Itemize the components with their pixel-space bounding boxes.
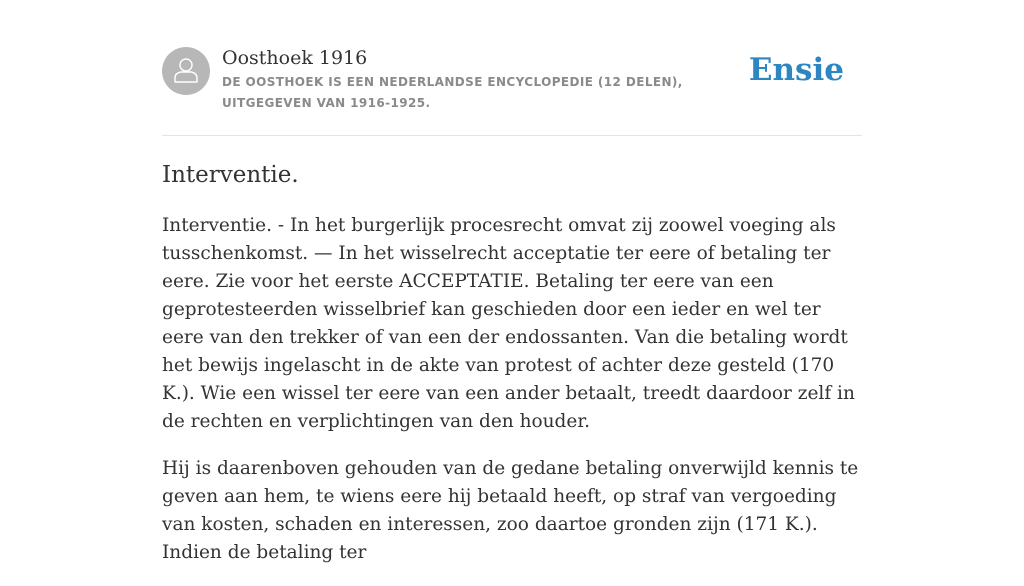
article-paragraph: Hij is daarenboven gehouden van de gedane betaling onverwijld kennis te geven aan hem, te wiens eere hij betaald heeft, op straf van vergoeding van kosten, schaden en interessen, zoo daartoe gronden zijn (171 K.). Indien de betaling ter <box>162 458 859 563</box>
source-name[interactable]: Oosthoek 1916 <box>222 47 368 69</box>
ensie-logo-link[interactable]: Ensie <box>748 52 844 88</box>
user-icon[interactable] <box>162 47 210 95</box>
article-body <box>162 212 862 586</box>
user-icon-graphic <box>162 47 210 95</box>
article-title: Interventie. <box>162 162 299 188</box>
source-header <box>162 46 862 120</box>
article-paragraph: Interventie. - In het burgerlijk procesrecht omvat zij zoowel voeging als tusschenkomst. — In het wisselrecht acceptatie ter eere of betaling ter eere. Zie voor het eerste ACCEPTATIE. Betaling ter eere van een geprotesteerden wisselbrief kan geschieden door een ieder en wel ter eere van den trekker of van een der endossanten. Van die betaling wordt het bewijs ingelascht in de akte van protest of achter deze gesteld (170 K.). Wie een wissel ter eere van een ander betaalt, treedt daardoor zelf in de rechten en verplichtingen van den houder. <box>162 215 855 432</box>
source-description: DE OOSTHOEK IS EEN NEDERLANDSE ENCYCLOPEDIE (12 DELEN), UITGEGEVEN VAN 1916-1925. <box>222 75 683 110</box>
header-divider <box>162 135 862 136</box>
